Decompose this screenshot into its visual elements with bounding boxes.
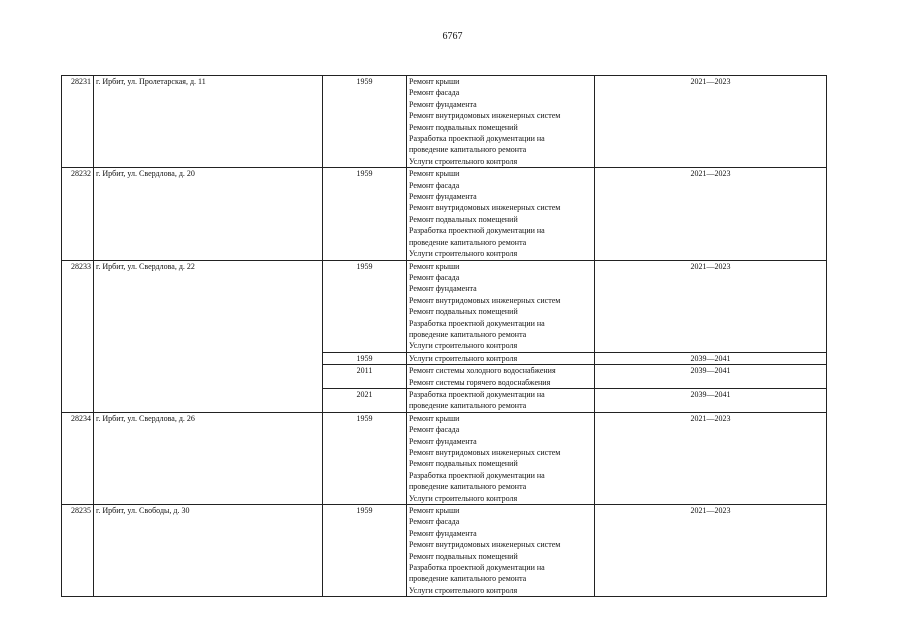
table-row <box>62 412 827 504</box>
works-cell <box>407 352 595 364</box>
work-item: Ремонт системы холодного водоснабжения <box>409 366 556 376</box>
work-item: Услуги строительного контроля <box>409 353 518 363</box>
period-cell: 2021—2023 <box>595 168 827 260</box>
work-item: Услуги строительного контроля <box>409 585 518 595</box>
year-cell: 1959 <box>323 412 407 504</box>
year-cell: 2011 <box>323 365 407 389</box>
year-cell: 1959 <box>323 352 407 364</box>
address-cell: г. Ирбит, ул. Свободы, д. 30 <box>94 505 323 597</box>
work-item: Услуги строительного контроля <box>409 341 518 351</box>
work-item: проведение капитального ремонта <box>409 482 527 492</box>
year-cell: 1959 <box>323 505 407 597</box>
table-row <box>62 260 827 352</box>
table-body <box>62 76 827 597</box>
work-item: Разработка проектной документации на <box>409 134 545 144</box>
work-item: Ремонт фасада <box>409 272 460 282</box>
record-id-cell: 28232 <box>62 168 94 260</box>
work-item: Ремонт крыши <box>409 169 460 179</box>
works-cell <box>407 76 595 168</box>
work-item: проведение капитального ремонта <box>409 145 527 155</box>
year-cell: 1959 <box>323 260 407 352</box>
year-cell: 1959 <box>323 76 407 168</box>
period-cell: 2039—2041 <box>595 365 827 389</box>
year-cell: 2021 <box>323 388 407 412</box>
work-item: Услуги строительного контроля <box>409 156 518 166</box>
table-row <box>62 168 827 260</box>
works-cell <box>407 168 595 260</box>
work-item: Ремонт фасада <box>409 88 460 98</box>
work-item: Ремонт фасада <box>409 180 460 190</box>
address-cell: г. Ирбит, ул. Свердлова, д. 22 <box>94 260 323 412</box>
work-item: Ремонт фундамента <box>409 284 477 294</box>
works-cell <box>407 505 595 597</box>
address-cell: г. Ирбит, ул. Пролетарская, д. 11 <box>94 76 323 168</box>
address-cell: г. Ирбит, ул. Свердлова, д. 20 <box>94 168 323 260</box>
page-number: 6767 <box>442 31 463 42</box>
period-cell: 2021—2023 <box>595 76 827 168</box>
work-item: Ремонт внутридомовых инженерных систем <box>409 111 561 121</box>
work-item: Ремонт внутридомовых инженерных систем <box>409 295 561 305</box>
works-cell <box>407 260 595 352</box>
repair-schedule-table <box>61 75 827 597</box>
work-item: проведение капитального ремонта <box>409 401 527 411</box>
period-cell: 2021—2023 <box>595 412 827 504</box>
work-item: Ремонт фундамента <box>409 192 477 202</box>
work-item: Ремонт фасада <box>409 425 460 435</box>
work-item: Ремонт крыши <box>409 413 460 423</box>
work-item: Услуги строительного контроля <box>409 249 518 259</box>
record-id-cell: 28234 <box>62 412 94 504</box>
works-cell <box>407 388 595 412</box>
work-item: Ремонт фасада <box>409 517 460 527</box>
work-item: проведение капитального ремонта <box>409 237 527 247</box>
works-cell <box>407 412 595 504</box>
period-cell: 2039—2041 <box>595 352 827 364</box>
record-id-cell: 28233 <box>62 260 94 412</box>
period-cell: 2021—2023 <box>595 260 827 352</box>
work-item: Ремонт подвальных помещений <box>409 214 518 224</box>
work-item: Ремонт фундамента <box>409 436 477 446</box>
period-cell: 2021—2023 <box>595 505 827 597</box>
work-item: Ремонт внутридомовых инженерных систем <box>409 448 561 457</box>
period-cell: 2039—2041 <box>595 388 827 412</box>
table-row <box>62 505 827 597</box>
record-id-cell: 28235 <box>62 505 94 597</box>
work-item: Ремонт фундамента <box>409 528 477 538</box>
works-cell <box>407 365 595 389</box>
table-row <box>62 76 827 168</box>
work-item: проведение капитального ремонта <box>409 574 527 584</box>
work-item: Разработка проектной документации на <box>409 470 545 480</box>
work-item: Ремонт фундамента <box>409 99 477 109</box>
work-item: Разработка проектной документации на <box>409 389 545 399</box>
work-item: Ремонт внутридомовых инженерных систем <box>409 540 561 550</box>
work-item: Разработка проектной документации на <box>409 563 545 573</box>
address-cell: г. Ирбит, ул. Свердлова, д. 26 <box>94 412 323 504</box>
work-item: Ремонт подвальных помещений <box>409 551 518 561</box>
year-cell: 1959 <box>323 168 407 260</box>
work-item: Ремонт системы горячего водоснабжения <box>409 377 551 387</box>
work-item: Ремонт крыши <box>409 77 460 86</box>
work-item: Ремонт внутридомовых инженерных систем <box>409 203 561 213</box>
work-item: Ремонт подвальных помещений <box>409 459 518 469</box>
work-item: Услуги строительного контроля <box>409 493 518 503</box>
record-id-cell: 28231 <box>62 76 94 168</box>
work-item: Разработка проектной документации на <box>409 318 545 328</box>
work-item: Ремонт крыши <box>409 261 460 271</box>
work-item: Ремонт подвальных помещений <box>409 307 518 317</box>
work-item: Ремонт подвальных помещений <box>409 122 518 132</box>
work-item: проведение капитального ремонта <box>409 329 527 339</box>
work-item: Разработка проектной документации на <box>409 226 545 236</box>
work-item: Ремонт крыши <box>409 506 460 516</box>
